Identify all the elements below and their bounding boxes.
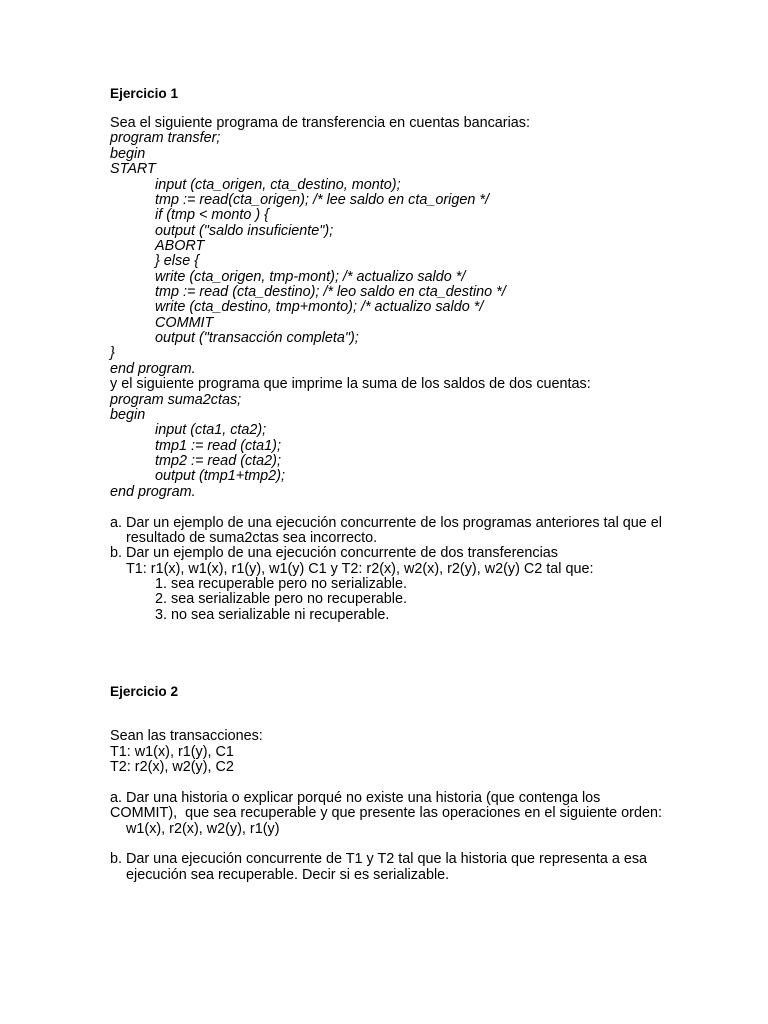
ejercicio-2-title: Ejercicio 2: [110, 684, 179, 699]
code-line: ABORT: [155, 238, 205, 254]
ejercicio-2-item-b: b. Dar una ejecución concurrente de T1 y T2 tal que la historia que representa a esa: [110, 851, 648, 867]
code-line: end program.: [110, 361, 196, 377]
ejercicio-2-intro: Sean las transacciones:: [110, 728, 263, 744]
code-line: tmp := read(cta_origen); /* lee saldo en cta_origen */: [155, 192, 489, 208]
ejercicio-1-item-b-cont: T1: r1(x), w1(x), r1(y), w1(y) C1 y T2: r2(x), w2(x), r2(y), w2(y) C2 tal que:: [126, 561, 594, 577]
ejercicio-1-item-a: a. Dar un ejemplo de una ejecución concurrente de los programas anteriores tal que el: [110, 515, 662, 531]
code-line: input (cta1, cta2);: [155, 422, 267, 438]
code-line: begin: [110, 146, 146, 162]
sub-item: 3. no sea serializable ni recuperable.: [155, 607, 390, 623]
ejercicio-1-item-b: b. Dar un ejemplo de una ejecución concurrente de dos transferencias: [110, 545, 558, 561]
code-line: write (cta_destino, tmp+monto); /* actualizo saldo */: [155, 299, 484, 315]
ejercicio-1-title: Ejercicio 1: [110, 86, 179, 101]
ejercicio-1-intro-2: y el siguiente programa que imprime la suma de los saldos de dos cuentas:: [110, 376, 591, 392]
code-line: COMMIT: [155, 315, 214, 331]
code-line: output ("saldo insuficiente");: [155, 223, 334, 239]
code-line: }: [110, 345, 115, 361]
code-line: program suma2ctas;: [110, 392, 242, 408]
ejercicio-2-item-a-cont: COMMIT), que sea recuperable y que presente las operaciones en el siguiente orden:: [110, 805, 662, 821]
ejercicio-1-item-a-cont: resultado de suma2ctas sea incorrecto.: [126, 530, 378, 546]
code-line: } else {: [155, 253, 200, 269]
code-line: input (cta_origen, cta_destino, monto);: [155, 177, 401, 193]
code-line: output (tmp1+tmp2);: [155, 468, 285, 484]
code-line: end program.: [110, 484, 196, 500]
transaction-t2: T2: r2(x), w2(y), C2: [110, 759, 234, 775]
transaction-t1: T1: w1(x), r1(y), C1: [110, 744, 234, 760]
code-line: tmp := read (cta_destino); /* leo saldo en cta_destino */: [155, 284, 506, 300]
sub-item: 1. sea recuperable pero no serializable.: [155, 576, 407, 592]
code-line: tmp1 := read (cta1);: [155, 438, 281, 454]
code-line: START: [110, 161, 156, 177]
ejercicio-2-item-b-cont: ejecución sea recuperable. Decir si es serializable.: [126, 867, 450, 883]
ejercicio-2-item-a-order: w1(x), r2(x), w2(y), r1(y): [126, 821, 280, 837]
ejercicio-2-item-a: a. Dar una historia o explicar porqué no existe una historia (que contenga los: [110, 790, 601, 806]
code-line: begin: [110, 407, 146, 423]
code-line: if (tmp < monto ) {: [155, 207, 269, 223]
code-line: program transfer;: [110, 130, 221, 146]
sub-item: 2. sea serializable pero no recuperable.: [155, 591, 407, 607]
code-line: output ("transacción completa");: [155, 330, 359, 346]
code-line: tmp2 := read (cta2);: [155, 453, 281, 469]
ejercicio-1-intro: Sea el siguiente programa de transferencia en cuentas bancarias:: [110, 115, 530, 131]
code-line: write (cta_origen, tmp-mont); /* actualizo saldo */: [155, 269, 466, 285]
